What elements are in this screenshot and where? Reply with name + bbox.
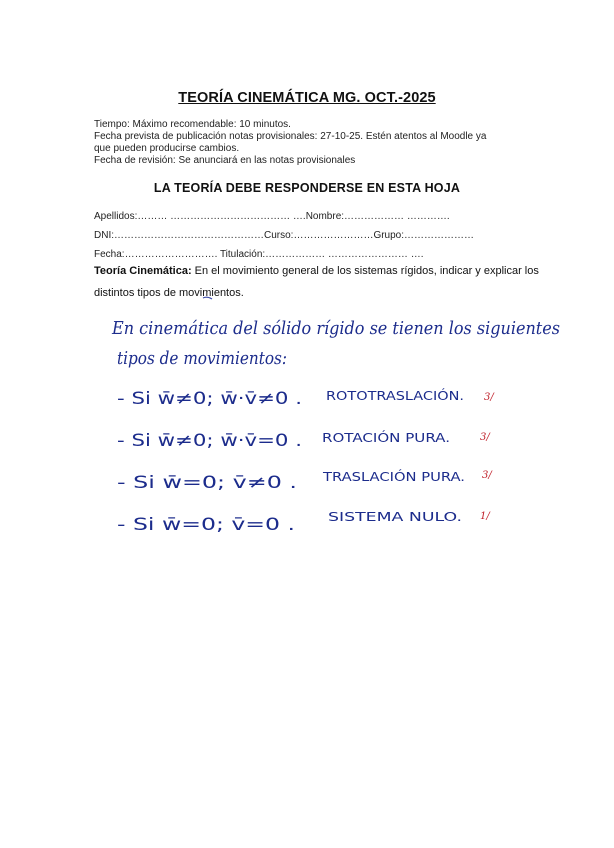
list-item bbox=[117, 469, 493, 493]
item-grade-mark: 1/ bbox=[480, 511, 490, 522]
info-review: Fecha de revisión: Se anunciará en las notas provisionales bbox=[94, 155, 356, 166]
item-motion-name: ROTACIÓN PURA. bbox=[322, 430, 450, 445]
field-dni-curso-grupo: DNI:………………………………………Curso:……………………Grupo:………………… bbox=[94, 230, 475, 241]
answer-intro-line1: En cinemática del sólido rígido se tienen los siguientes bbox=[111, 318, 560, 339]
item-condition: - Si w̄=0; v̄=0 . bbox=[117, 515, 295, 535]
list-item bbox=[117, 430, 491, 451]
item-motion-name: TRASLACIÓN PURA. bbox=[321, 469, 465, 484]
info-publication: Fecha prevista de publicación notas provisionales: 27-10-25. Estén atentos al Moodle ya bbox=[94, 131, 487, 142]
question-text: En el movimiento general de los sistemas rígidos, indicar y explicar los distintos tipos de movimientos. bbox=[94, 265, 539, 299]
exam-title: TEORÍA CINEMÁTICA MG. OCT.-2025 bbox=[178, 90, 436, 106]
field-apellidos-nombre: Apellidos:……… ……………………………… ….Nombre:……………… …………. bbox=[94, 211, 450, 222]
question-label: Teoría Cinemática: bbox=[94, 265, 192, 277]
list-item bbox=[117, 388, 495, 409]
item-condition: - Si w̄=0; v̄≠0 . bbox=[117, 473, 297, 493]
list-item bbox=[117, 509, 491, 535]
item-condition: - Si w̄≠0; w̄·v̄≠0 . bbox=[117, 389, 302, 409]
answer-instruction: LA TEORÍA DEBE RESPONDERSE EN ESTA HOJA bbox=[153, 181, 461, 195]
info-time: Tiempo: Máximo recomendable: 10 minutos. bbox=[94, 119, 291, 130]
answer-intro-line2: tipos de movimientos: bbox=[117, 348, 287, 369]
item-grade-mark: 3/ bbox=[480, 432, 490, 443]
field-fecha-titulacion: Fecha:………………………. Titulación:……………… …………………… …. bbox=[94, 249, 424, 260]
info-publication-cont: que pueden producirse cambios. bbox=[94, 143, 240, 154]
pen-scribble bbox=[203, 297, 212, 299]
item-motion-name: ROTOTRASLACIÓN. bbox=[326, 388, 464, 403]
item-grade-mark: 3/ bbox=[482, 470, 492, 481]
item-grade-mark: 3/ bbox=[484, 392, 494, 403]
item-condition: - Si w̄≠0; w̄·v̄=0 . bbox=[117, 431, 302, 451]
item-motion-name: SISTEMA NULO. bbox=[328, 509, 462, 524]
